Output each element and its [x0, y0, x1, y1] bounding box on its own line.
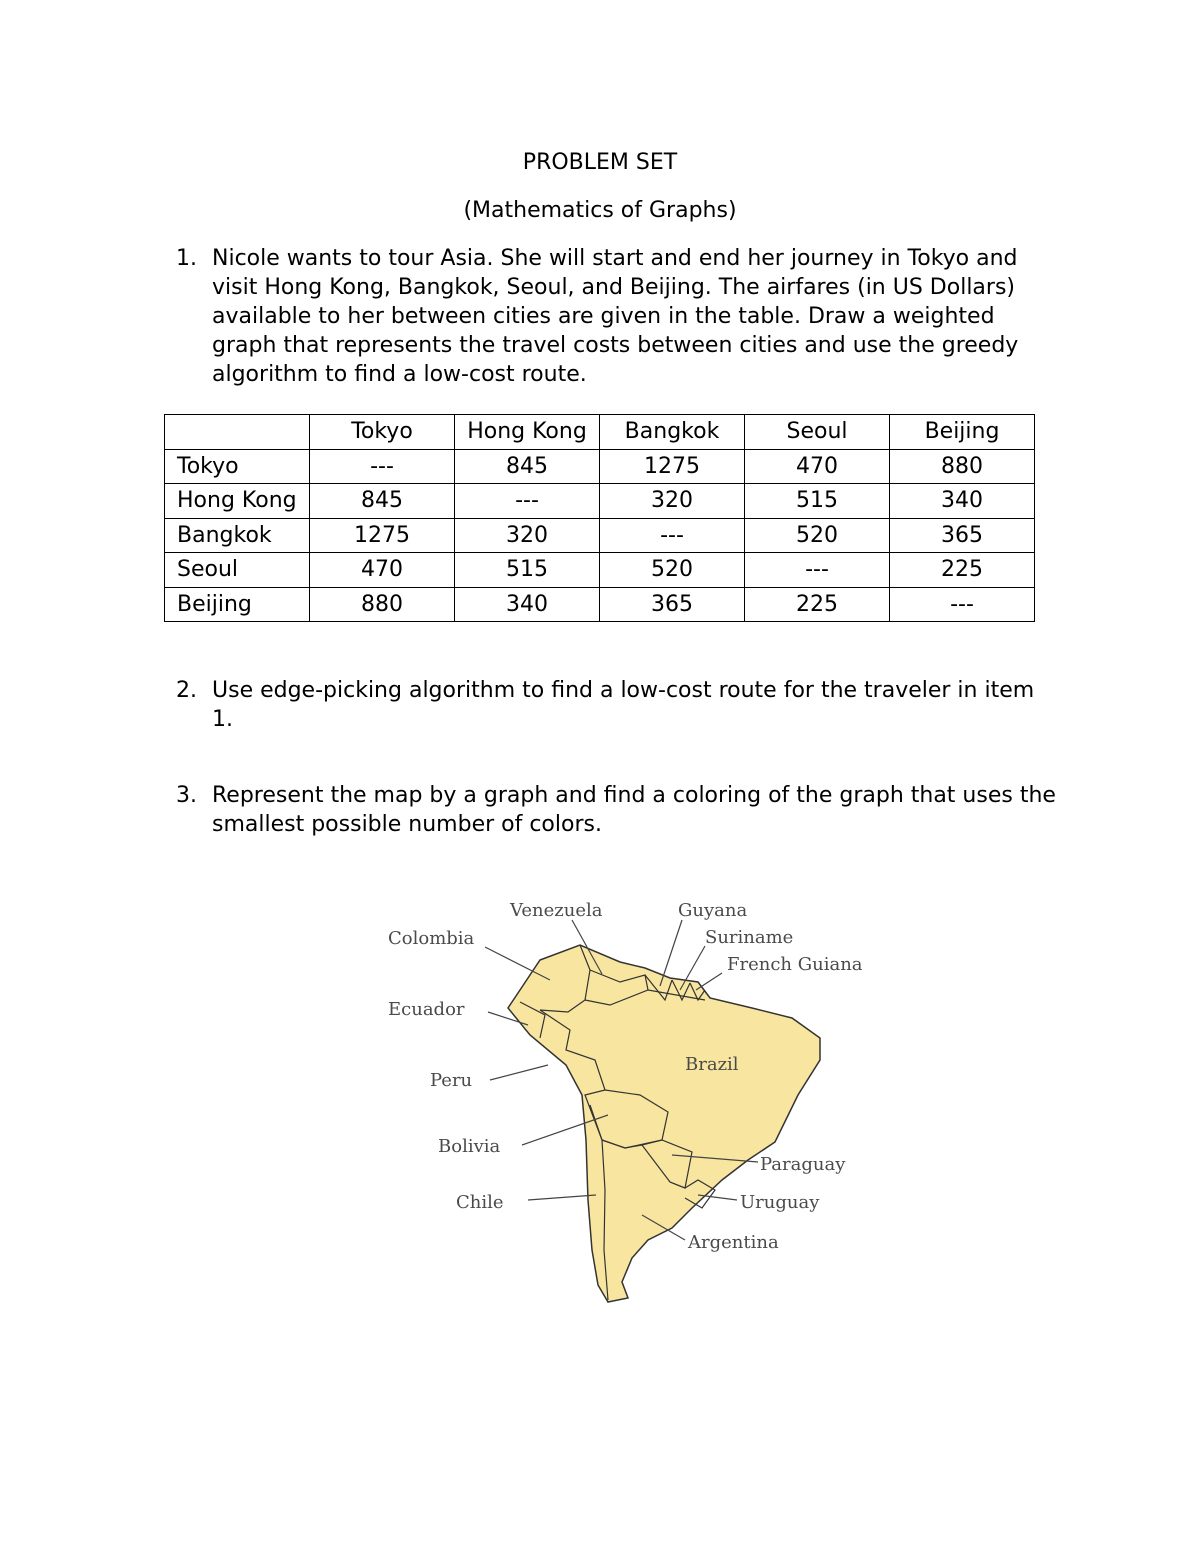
label-bolivia: Bolivia — [438, 1136, 501, 1157]
row-header: Bangkok — [165, 518, 310, 553]
table-cell: --- — [890, 587, 1035, 622]
leader-line — [660, 920, 682, 986]
problem-text: Nicole wants to tour Asia. She will start and end her journey in Tokyo and visit Hong Kong, Bangkok, Seoul, and Beijing. The airfares (in US Dollars) available to her between cities are given in the table. Draw a weighted graph that represents the travel costs between cities and use the greedy algorithm to find a low-cost route. — [212, 246, 1019, 387]
table-row — [165, 587, 1035, 622]
airfare-table — [164, 414, 1035, 622]
column-header: Bangkok — [600, 415, 745, 450]
column-header: Seoul — [745, 415, 890, 450]
column-header: Tokyo — [310, 415, 455, 450]
table-cell: 515 — [745, 484, 890, 519]
label-paraguay: Paraguay — [760, 1154, 846, 1175]
row-header: Tokyo — [165, 449, 310, 484]
table-row — [165, 518, 1035, 553]
table-cell: --- — [745, 553, 890, 588]
table-row — [165, 553, 1035, 588]
column-header: Hong Kong — [455, 415, 600, 450]
table-cell: --- — [600, 518, 745, 553]
table-cell: 845 — [310, 484, 455, 519]
table-cell: 225 — [890, 553, 1035, 588]
problem-number: 1. — [176, 246, 197, 271]
label-ecuador: Ecuador — [388, 999, 465, 1020]
label-venezuela: Venezuela — [510, 900, 603, 921]
row-header: Hong Kong — [165, 484, 310, 519]
table-cell: --- — [455, 484, 600, 519]
page-subtitle: (Mathematics of Graphs) — [463, 198, 737, 223]
table-cell: 365 — [600, 587, 745, 622]
table-cell: 845 — [455, 449, 600, 484]
table-cell: 320 — [600, 484, 745, 519]
page-title: PROBLEM SET — [522, 150, 678, 175]
label-colombia: Colombia — [388, 928, 475, 949]
table-row — [165, 449, 1035, 484]
table-cell: 225 — [745, 587, 890, 622]
table-cell: 520 — [745, 518, 890, 553]
leader-line — [528, 1195, 596, 1200]
table-cell: 515 — [455, 553, 600, 588]
table-header-row — [165, 415, 1035, 450]
label-french-guiana: French Guiana — [727, 954, 863, 975]
table-cell: --- — [310, 449, 455, 484]
label-suriname: Suriname — [705, 927, 794, 948]
table-corner-cell — [165, 415, 310, 450]
problem-text: Use edge-picking algorithm to find a low-cost route for the traveler in item 1. — [212, 678, 1035, 732]
leader-line — [696, 973, 722, 990]
table-cell: 1275 — [310, 518, 455, 553]
table-cell: 880 — [890, 449, 1035, 484]
row-header: Seoul — [165, 553, 310, 588]
label-argentina: Argentina — [688, 1232, 779, 1253]
table-row — [165, 484, 1035, 519]
label-uruguay: Uruguay — [740, 1192, 820, 1213]
table-cell: 320 — [455, 518, 600, 553]
problem-number: 2. — [176, 678, 197, 703]
row-header: Beijing — [165, 587, 310, 622]
label-peru: Peru — [430, 1070, 473, 1091]
column-header: Beijing — [890, 415, 1035, 450]
table-cell: 470 — [310, 553, 455, 588]
south-america-map — [380, 890, 920, 1320]
label-chile: Chile — [456, 1192, 504, 1213]
label-guyana: Guyana — [678, 900, 748, 921]
table-cell: 340 — [455, 587, 600, 622]
table-cell: 470 — [745, 449, 890, 484]
problem-text: Represent the map by a graph and find a coloring of the graph that uses the smallest possible number of colors. — [212, 783, 1056, 837]
table-cell: 880 — [310, 587, 455, 622]
table-cell: 365 — [890, 518, 1035, 553]
table-cell: 1275 — [600, 449, 745, 484]
label-brazil: Brazil — [685, 1054, 739, 1075]
leader-line — [490, 1065, 548, 1080]
problem-number: 3. — [176, 783, 197, 808]
table-cell: 520 — [600, 553, 745, 588]
table-cell: 340 — [890, 484, 1035, 519]
